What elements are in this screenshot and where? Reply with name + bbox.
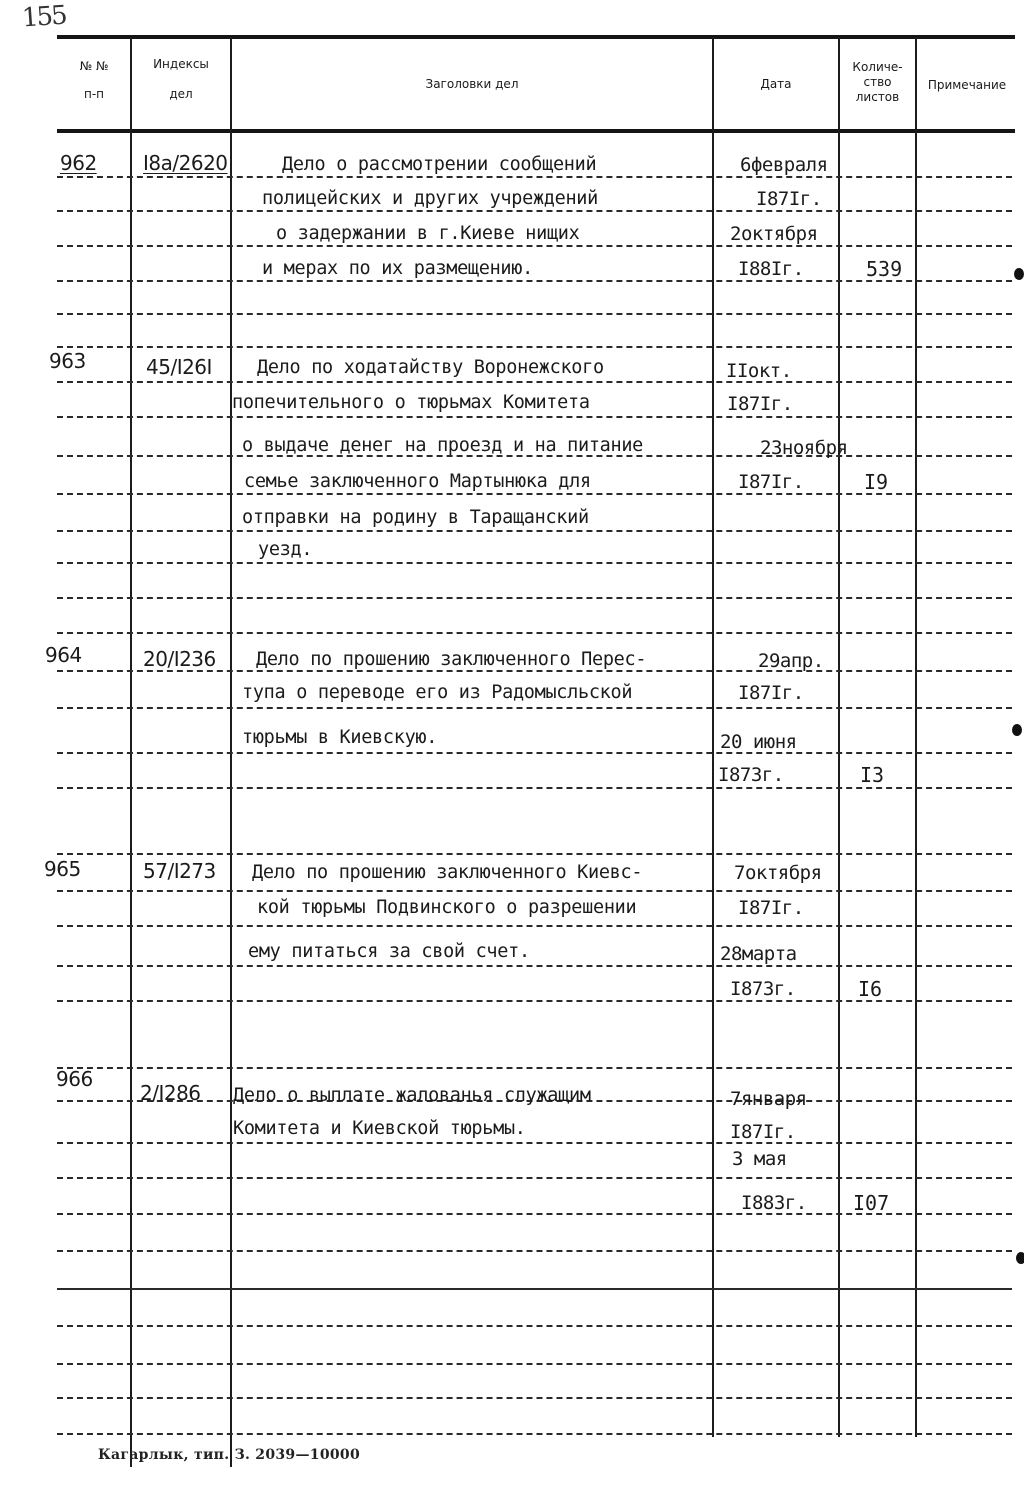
- header-sheets-line2: ство: [863, 75, 892, 89]
- row-sheets-count: 539: [866, 257, 903, 281]
- row-title-line: Дело о рассмотрении сообщений: [282, 154, 597, 175]
- row-date-line: I87Iг.: [738, 471, 804, 493]
- header-top-rule: [57, 35, 1015, 39]
- row-number: 965: [44, 857, 81, 881]
- row-date-line: IIокт.: [726, 360, 792, 382]
- printer-imprint: Кагарлык, тип. З. 2039—10000: [98, 1447, 360, 1463]
- row-date-line: I87Iг.: [756, 188, 822, 210]
- row-title-line: тупа о переводе его из Радомысльской: [242, 682, 633, 703]
- row-number: 966: [56, 1067, 93, 1091]
- row-index: 45/I26I: [146, 355, 212, 379]
- row-number: 963: [49, 349, 86, 373]
- header-sheets-line1: Количе-: [852, 60, 903, 74]
- row-sheets-count: I9: [864, 470, 889, 494]
- binder-hole-mark: [1016, 1252, 1024, 1264]
- row-index: 57/I273: [143, 859, 216, 883]
- row-date-line: 28марта: [720, 943, 797, 965]
- row-title-line: кой тюрьмы Подвинского о разрешении: [257, 897, 637, 918]
- header-number-line1: № №: [79, 59, 109, 73]
- row-date-line: I883г.: [741, 1192, 807, 1214]
- row-index: I8а/2620: [143, 151, 228, 175]
- row-date-line: I87Iг.: [727, 393, 793, 415]
- row-date-line: I87Iг.: [738, 897, 804, 919]
- header-number-line2: п-п: [83, 87, 105, 101]
- row-date-line: I87Iг.: [738, 682, 804, 704]
- row-date-line: 7января: [730, 1088, 807, 1110]
- header-bottom-rule: [57, 129, 1015, 133]
- row-title-line: ему питаться за свой счет.: [248, 941, 530, 962]
- header-sheets: [840, 60, 915, 105]
- row-title-line: отправки на родину в Таращанский: [242, 507, 589, 528]
- row-date-line: 20 июня: [720, 731, 797, 753]
- row-title-line: и мерах по их размещению.: [262, 258, 533, 279]
- row-title-line: семье заключенного Мартынюка для: [244, 471, 591, 492]
- row-title-line: Дело по ходатайству Воронежского: [257, 357, 604, 378]
- row-title-line: Комитета и Киевской тюрьмы.: [233, 1118, 526, 1139]
- row-date-line: 2октября: [730, 223, 818, 245]
- row-index: 20/I236: [143, 647, 216, 671]
- column-divider-date: [838, 37, 840, 1437]
- header-date: Дата: [760, 77, 792, 91]
- row-sheets-count: I3: [860, 763, 885, 787]
- row-date-line: I88Iг.: [738, 258, 804, 280]
- row-title-line: уезд.: [258, 539, 313, 560]
- header-index-line1: Индексы: [153, 57, 209, 71]
- sheet-number-mark: 155: [21, 0, 67, 34]
- row-date-line: 23ноября: [760, 437, 848, 459]
- row-date-line: I87Iг.: [730, 1121, 796, 1143]
- header-title: Заголовки дел: [425, 77, 519, 91]
- row-title-line: Дело о выплате жалованья служащим: [233, 1085, 591, 1106]
- row-title-line: Дело по прошению заключенного Киевс-: [252, 862, 643, 883]
- header-index: [132, 56, 230, 102]
- header-sheets-line3: листов: [855, 90, 900, 104]
- binder-hole-mark: [1014, 268, 1024, 280]
- row-number: 964: [45, 643, 82, 667]
- row-date-line: I873г.: [718, 764, 784, 786]
- row-title-line: тюрьмы в Киевскую.: [242, 727, 438, 748]
- row-sheets-count: I6: [858, 977, 883, 1001]
- row-title-line: о задержании в г.Киеве нищих: [276, 223, 580, 244]
- row-index: 2/I286: [140, 1081, 201, 1105]
- row-date-line: 29апр.: [758, 650, 824, 672]
- column-divider-title: [712, 37, 714, 1437]
- row-title-line: попечительного о тюрьмах Комитета: [232, 392, 590, 413]
- row-date-line: 3 мая: [732, 1148, 787, 1170]
- row-title-line: полицейских и других учреждений: [262, 188, 598, 209]
- column-divider-sheets: [915, 37, 917, 1437]
- row-date-line: 6февраля: [740, 154, 828, 176]
- header-number: [58, 58, 130, 102]
- row-number: 962: [60, 151, 97, 175]
- row-title-line: о выдаче денег на проезд и на питание: [242, 435, 644, 456]
- row-sheets-count: I07: [853, 1191, 890, 1215]
- row-date-line: 7октября: [734, 862, 822, 884]
- binder-hole-mark: [1012, 724, 1022, 736]
- header-note: Примечание: [927, 78, 1007, 92]
- header-index-line2: дел: [169, 87, 193, 101]
- row-date-line: I873г.: [730, 978, 796, 1000]
- row-title-line: Дело по прошению заключенного Перес-: [256, 649, 647, 670]
